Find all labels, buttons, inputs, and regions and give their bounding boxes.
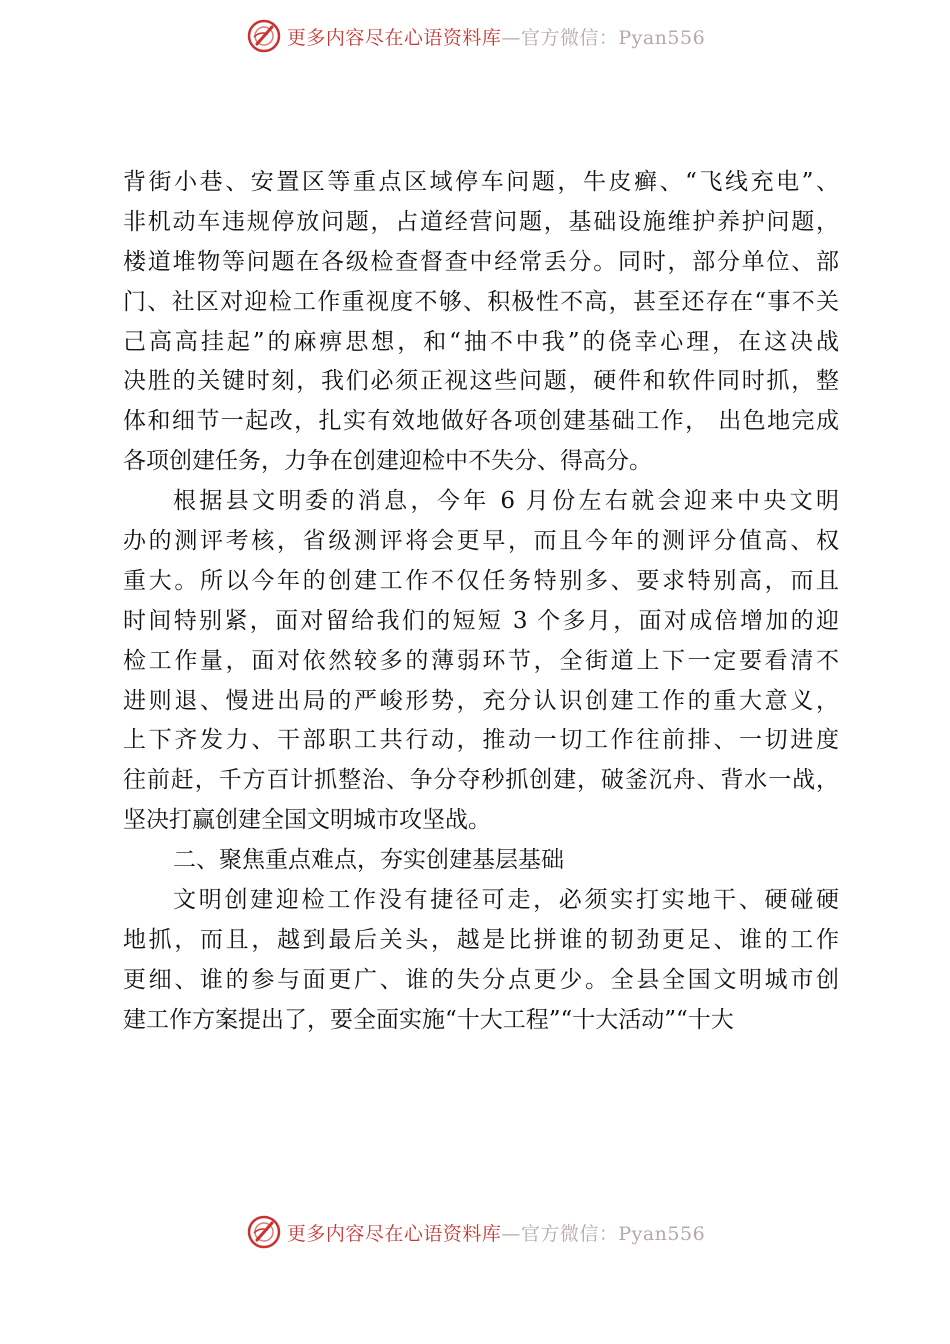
body-line: 建工作方案提出了，要全面实施“十大工程”“十大活动”“十大 bbox=[123, 1006, 734, 1033]
watermark-text bbox=[287, 1219, 705, 1246]
watermark-header bbox=[0, 12, 950, 60]
body-line: 背街小巷、安置区等重点区域停车问题，牛皮癣、“飞线充电”、 bbox=[123, 169, 839, 195]
body-line: 办的测评考核，省级测评将会更早，而且今年的测评分值高、权 bbox=[123, 528, 839, 555]
body-line: 决胜的关键时刻，我们必须正视这些问题，硬件和软件同时抓，整 bbox=[123, 368, 839, 395]
body-line: 坚决打赢创建全国文明城市攻坚战。 bbox=[123, 807, 491, 834]
watermark-text bbox=[287, 23, 705, 50]
body-line: 更细、谁的参与面更广、谁的失分点更少。全县全国文明城市创 bbox=[123, 966, 839, 993]
body-line: 门、社区对迎检工作重视度不够、积极性不高，甚至还存在“事不关 bbox=[123, 288, 839, 315]
body-line: 楼道堆物等问题在各级检查督查中经常丢分。同时，部分单位、部 bbox=[123, 248, 839, 275]
body-line: 时间特别紧，面对留给我们的短短 3 个多月，面对成倍增加的迎 bbox=[123, 607, 839, 634]
body-line: 地抓，而且，越到最后关头，越是比拼谁的韧劲更足、谁的工作 bbox=[123, 926, 839, 953]
watermark-separator: — bbox=[501, 26, 521, 49]
body-line: 重大。所以今年的创建工作不仅任务特别多、要求特别高，而且 bbox=[123, 567, 839, 594]
watermark-contact: 官方微信：Pyan556 bbox=[520, 26, 706, 49]
seal-logo-icon bbox=[245, 1213, 283, 1251]
body-line: 体和细节一起改，扎实有效地做好各项创建基础工作， 出色地完成 bbox=[123, 408, 839, 435]
body-line: 检工作量，面对依然较多的薄弱环节，全街道上下一定要看清不 bbox=[123, 647, 839, 674]
document-body bbox=[123, 163, 839, 1041]
body-line: 文明创建迎检工作没有捷径可走，必须实打实地干、硬碰硬 bbox=[173, 887, 839, 914]
watermark-brand: 更多内容尽在心语资料库 bbox=[286, 26, 502, 49]
body-line: 己高高挂起”的麻痹思想，和“抽不中我”的侥幸心理，在这决战 bbox=[123, 328, 839, 355]
body-line: 进则退、慢进出局的严峻形势，充分认识创建工作的重大意义， bbox=[123, 687, 839, 714]
section-heading: 二、聚焦重点难点，夯实创建基层基础 bbox=[173, 847, 564, 874]
body-line: 各项创建任务，力争在创建迎检中不失分、得高分。 bbox=[123, 448, 652, 475]
body-line: 上下齐发力、干部职工共行动，推动一切工作往前排、一切进度 bbox=[123, 727, 839, 754]
body-line: 根据县文明委的消息，今年 6 月份左右就会迎来中央文明 bbox=[173, 488, 839, 515]
body-line: 往前赶，千方百计抓整治、争分夺秒抓创建，破釜沉舟、背水一战， bbox=[123, 767, 839, 794]
body-line: 非机动车违规停放问题，占道经营问题，基础设施维护养护问题， bbox=[123, 208, 839, 235]
seal-logo-icon bbox=[245, 17, 283, 55]
watermark-contact: 官方微信：Pyan556 bbox=[520, 1222, 706, 1245]
watermark-footer bbox=[0, 1208, 950, 1256]
watermark-brand: 更多内容尽在心语资料库 bbox=[286, 1222, 502, 1245]
watermark-separator: — bbox=[501, 1222, 521, 1245]
